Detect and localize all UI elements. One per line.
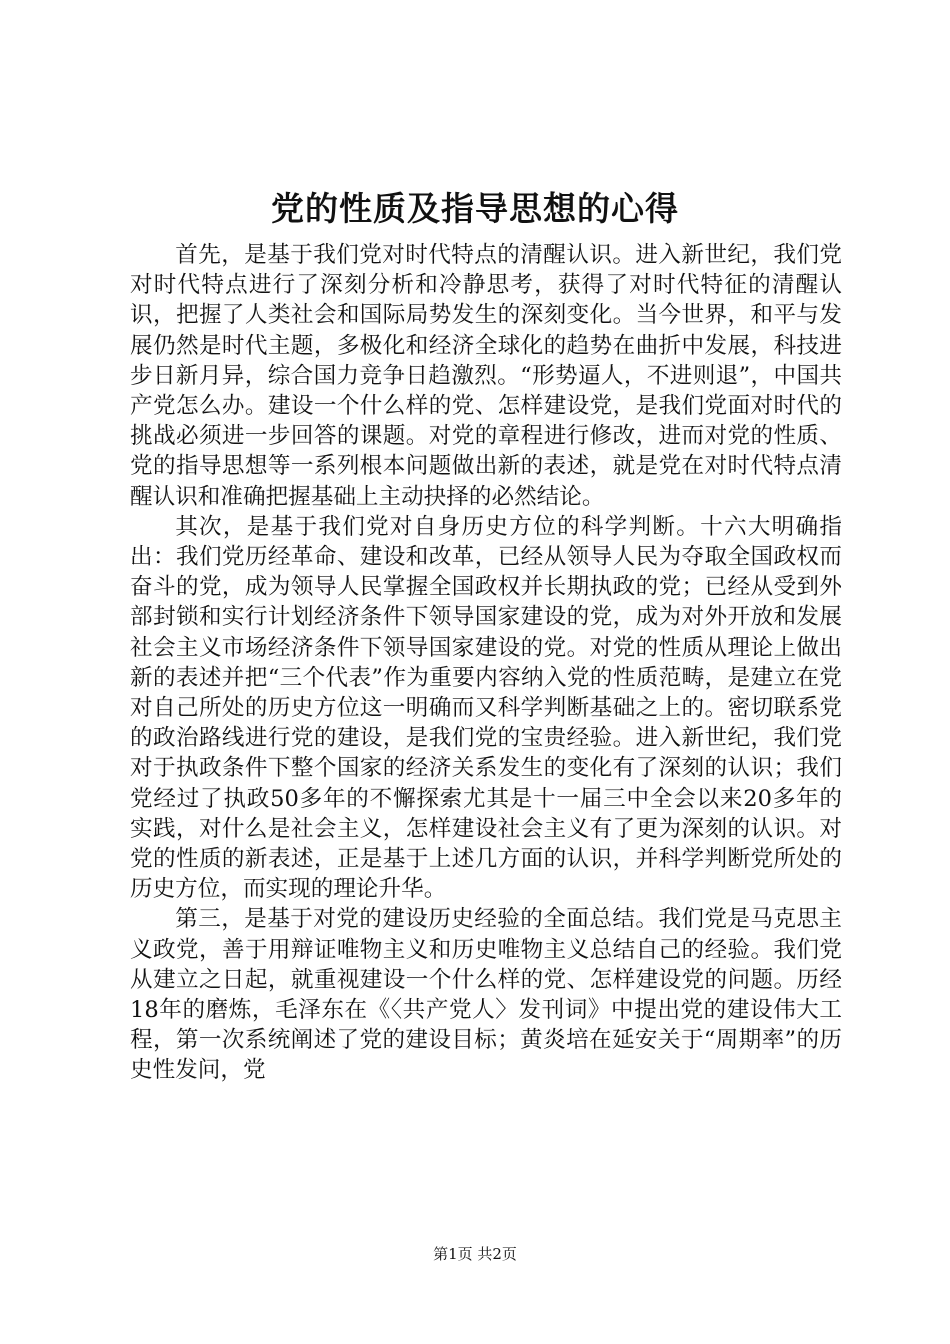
- paragraph-1: 首先，是基于我们党对时代特点的清醒认识。进入新世纪，我们党对时代特点进行了深刻分析和冷静思考，获得了对时代特征的清醒认识，把握了人类社会和国际局势发生的深刻变化。当今世界，和平与发展仍然是时代主题，多极化和经济全球化的趋势在曲折中发展，科技进步日新月异，综合国力竞争日趋激烈。“形势逼人，不进则退”，中国共产党怎么办。建设一个什么样的党、怎样建设党，是我们党面对时代的挑战必须进一步回答的课题。对党的章程进行修改，进而对党的性质、党的指导思想等一系列根本问题做出新的表述，就是党在对时代特点清醒认识和准确把握基础上主动抉择的必然结论。: [130, 242, 842, 510]
- document-body: [130, 240, 842, 1086]
- paragraph-2: 其次，是基于我们党对自身历史方位的科学判断。十六大明确指出：我们党历经革命、建设和改革，已经从领导人民为夺取全国政权而奋斗的党，成为领导人民掌握全国政权并长期执政的党；已经从受到外部封锁和实行计划经济条件下领导国家建设的党，成为对外开放和发展社会主义市场经济条件下领导国家建设的党。对党的性质从理论上做出新的表述并把“三个代表”作为重要内容纳入党的性质范畴，是建立在党对自己所处的历史方位这一明确而又科学判断基础之上的。密切联系党的政治路线进行党的建设，是我们党的宝贵经验。进入新世纪，我们党对于执政条件下整个国家的经济关系发生的变化有了深刻的认识；我们党经过了执政50多年的不懈探索尤其是十一届三中全会以来20多年的实践，对什么是社会主义，怎样建设社会主义有了更为深刻的认识。对党的性质的新表述，正是基于上述几方面的认识，并科学判断党所处的历史方位，而实现的理论升华。: [130, 513, 842, 903]
- page-footer: 第1页 共2页: [433, 1245, 517, 1263]
- paragraph-3: 第三，是基于对党的建设历史经验的全面总结。我们党是马克思主义政党，善于用辩证唯物主义和历史唯物主义总结自己的经验。我们党从建立之日起，就重视建设一个什么样的党、怎样建设党的问题。历经18年的磨炼，毛泽东在《〈共产党人〉发刊词》中提出党的建设伟大工程，第一次系统阐述了党的建设目标；黄炎培在延安关于“周期率”的历史性发问，党: [130, 906, 842, 1084]
- document-title: 党的性质及指导思想的心得: [271, 189, 679, 228]
